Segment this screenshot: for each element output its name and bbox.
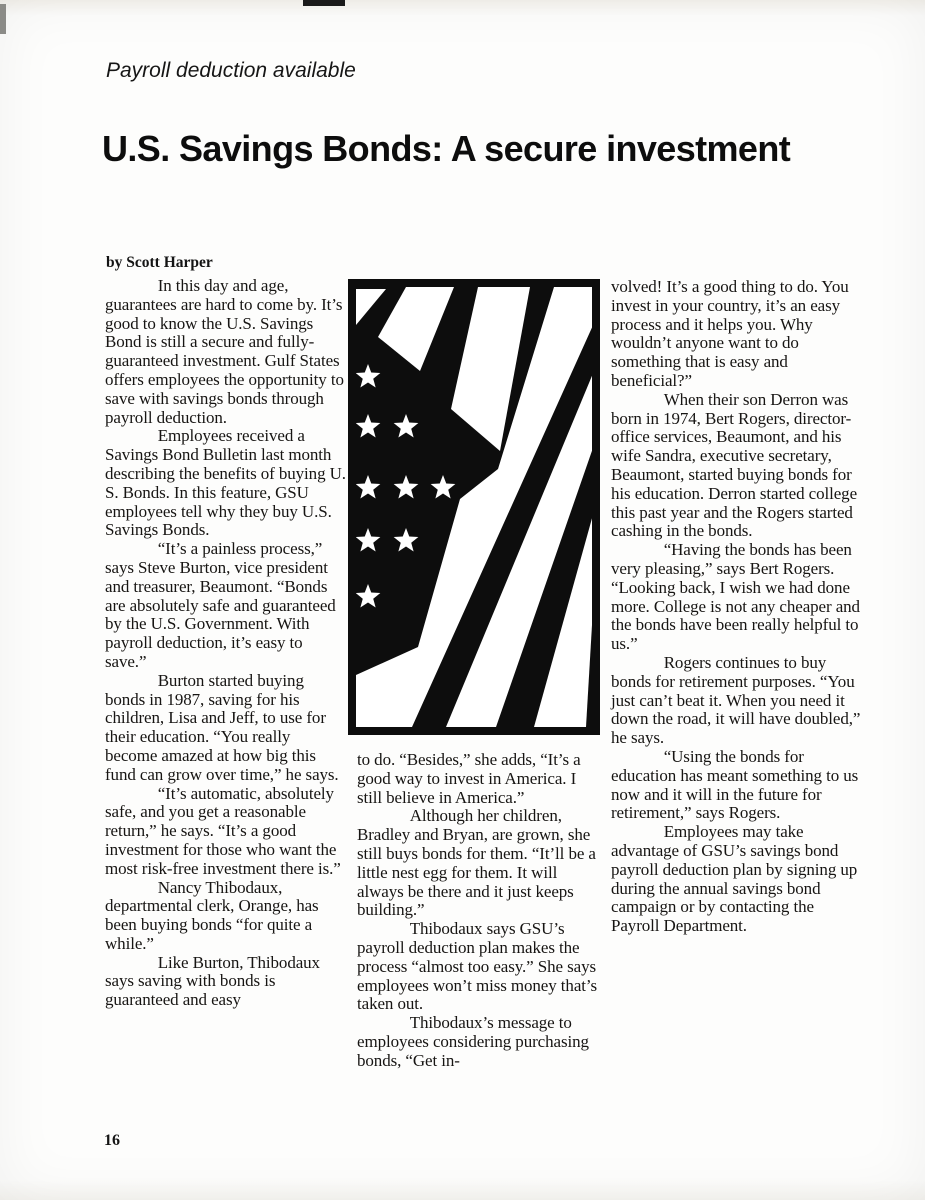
paragraph: “It’s a painless process,” says Steve Burton, vice president and treasurer, Beaumont. “Bonds are absolutely safe and guaranteed by the U.S. Government. With payroll deduction, it’s easy to save.” [105,539,336,671]
paragraph: Like Burton, Thibodaux says saving with bonds is guaranteed and easy [105,952,320,1010]
page-title: U.S. Savings Bonds: A secure investment [102,128,791,169]
paragraph: When their son Derron was born in 1974, Bert Rogers, director-office services, Beaumont, and his wife Sandra, executive secretary, Beaumont, started buying bonds for his education. Derron started college this past year and the Rogers started cashing in the bonds. [611,389,858,541]
article-column-3 [611,278,863,936]
paragraph: to do. “Besides,” she adds, “It’s a good way to invest in America. I still believe in America.” [357,750,581,807]
paragraph: Burton started buying bonds in 1987, saving for his children, Lisa and Jeff, to use for their education. “You really become amazed at how big this fund can grow over time,” he says. [105,670,339,784]
byline: by Scott Harper [106,254,213,271]
paragraph: volved! It’s a good thing to do. You invest in your country, it’s an easy process and it helps you. Why wouldn’t anyone want to do something that is easy and beneficial?” [611,277,849,390]
scan-artifact-corner [0,4,6,34]
article-column-1 [105,277,346,1010]
paragraph: Thibodaux says GSU’s payroll deduction plan makes the process “almost too easy.” She says employees won’t miss money that’s taken out. [357,919,598,1014]
paragraph: Employees received a Savings Bond Bulletin last month describing the benefits of buying U. S. Bonds. In this feature, GSU employees tell why they buy U.S. Savings Bonds. [105,426,346,540]
article-column-2 [357,751,599,1071]
paragraph: Employees may take advantage of GSU’s savings bond payroll deduction plan by signing up during the annual savings bond campaign or by contacting the Payroll Department. [611,822,858,936]
paragraph: “Having the bonds has been very pleasing,” says Bert Rogers. “Looking back, I wish we had done more. College is not any cheaper and the bonds have been really helpful to us.” [611,540,860,654]
paragraph: “Using the bonds for education has meant something to us now and it will in the future for retirement,” says Rogers. [611,746,859,823]
flag-graphic-svg [348,279,600,735]
paragraph: Although her children, Bradley and Bryan, are grown, she still buys bonds for them. “It’ll be a little nest egg for them. It will always be there and it just keeps building.” [357,806,596,920]
paragraph: Nancy Thibodaux, departmental clerk, Orange, has been buying bonds “for quite a while.” [105,877,319,953]
paragraph: “It’s automatic, absolutely safe, and you get a reasonable return,” he says. “It’s a good investment for those who want the most risk-free investment there is.” [105,783,341,878]
paragraph: Thibodaux’s message to employees considering purchasing bonds, “Get in- [357,1013,589,1070]
kicker: Payroll deduction available [106,59,356,82]
flag-stars-stripes-graphic [348,279,600,735]
scan-artifact-top-bar [303,0,345,6]
paragraph: Rogers continues to buy bonds for retirement purposes. “You just can’t beat it. When you need it down the road, it will have doubled,” he says. [611,652,861,748]
paragraph: In this day and age, guarantees are hard to come by. It’s good to know the U.S. Savings Bond is still a secure and fully-guaranteed investment. Gulf States offers employees the opportunity to save with savings bonds through payroll deduction. [105,276,344,427]
page-number: 16 [104,1132,120,1149]
